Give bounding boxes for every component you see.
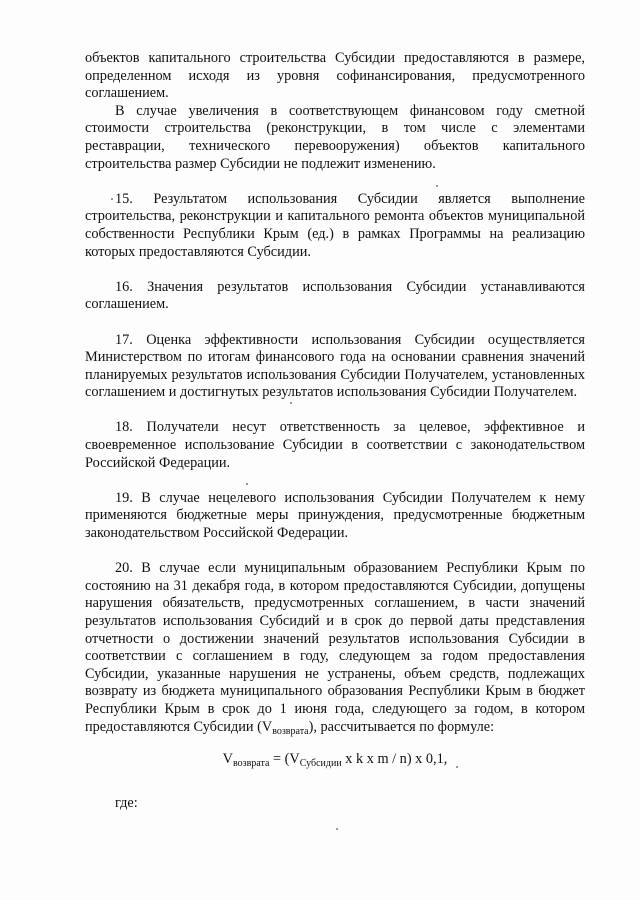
scan-speck bbox=[436, 185, 438, 187]
paragraph-20-tail: ), рассчитывается по формуле: bbox=[308, 718, 495, 735]
scan-speck bbox=[336, 828, 338, 830]
document-body bbox=[85, 50, 585, 812]
formula bbox=[85, 751, 585, 773]
paragraph-cost-increase: В случае увеличения в соответствующем финансовом году сметной стоимости строительства (реконструкции, в том числе с элементами реставрации, технического перевооружения) объектов капитального строительства размер Субсидии не подлежит изменению. bbox=[85, 102, 585, 172]
paragraph-19: 19. В случае нецелевого использования Субсидии Получателем к нему применяются бюджетные меры принуждения, предусмотренные бюджетным законодательством Российской Федерации. bbox=[85, 489, 585, 542]
paragraph-20 bbox=[85, 560, 585, 740]
paragraph-20-main: 20. В случае если муниципальным образованием Республики Крым по состоянию на 31 декабря года, в котором предоставляются Субсидии, допущены нарушения обязательств, предусмотренных соглашением, в части значений результатов использования Субсидий и в срок до первой даты представления отчетности о достижении значений результатов использования Субсидии в соответствии с соглашением в году, следующем за годом предоставления Субсидии, указанные нарушения не устранены, объем средств, подлежащих возврату из бюджета муниципального образования Республики Крым в бюджет Республики Крым в срок до 1 июня года, следующего за годом, в котором предоставляются Субсидии (V bbox=[85, 560, 585, 735]
paragraph-continuation: объектов капитального строительства Субсидии предоставляются в размере, определенном исходя из уровня софинансирования, предусмотренного соглашением. bbox=[85, 50, 585, 102]
scan-speck bbox=[246, 483, 248, 485]
scan-speck bbox=[456, 766, 458, 768]
formula-rest: x k x m / n) x 0,1, bbox=[341, 751, 448, 768]
paragraph-17: 17. Оценка эффективности использования Субсидии осуществляется Министерством по итогам финансового года на основании сравнения значений планируемых результатов использования Субсидии Получателем, установленных соглашением и достигнутых результатов использования Субсидии Получателем. bbox=[85, 331, 585, 401]
formula-v-subscript: возврата bbox=[232, 758, 270, 770]
scan-speck bbox=[290, 402, 292, 404]
scan-speck bbox=[111, 198, 113, 200]
paragraph-16: 16. Значения результатов использования Субсидии устанавливаются соглашением. bbox=[85, 278, 585, 313]
paragraph-15: 15. Результатом использования Субсидии является выполнение строительства, реконструкции и капитального ремонта объектов муниципальной собственности Республики Крым (ед.) в рамках Программы на реализацию которых предоставляются Субсидии. bbox=[85, 190, 585, 260]
paragraph-20-subscript: возврата bbox=[272, 725, 309, 737]
paragraph-18: 18. Получатели несут ответственность за целевое, эффективное и своевременное использование Субсидии в соответствии с законодательством Российской Федерации. bbox=[85, 419, 585, 471]
formula-v: V bbox=[222, 751, 233, 768]
where-label: где: bbox=[115, 794, 138, 811]
formula-equals: = (V bbox=[269, 751, 300, 768]
formula-subsidy-subscript: Субсидии bbox=[299, 758, 342, 770]
